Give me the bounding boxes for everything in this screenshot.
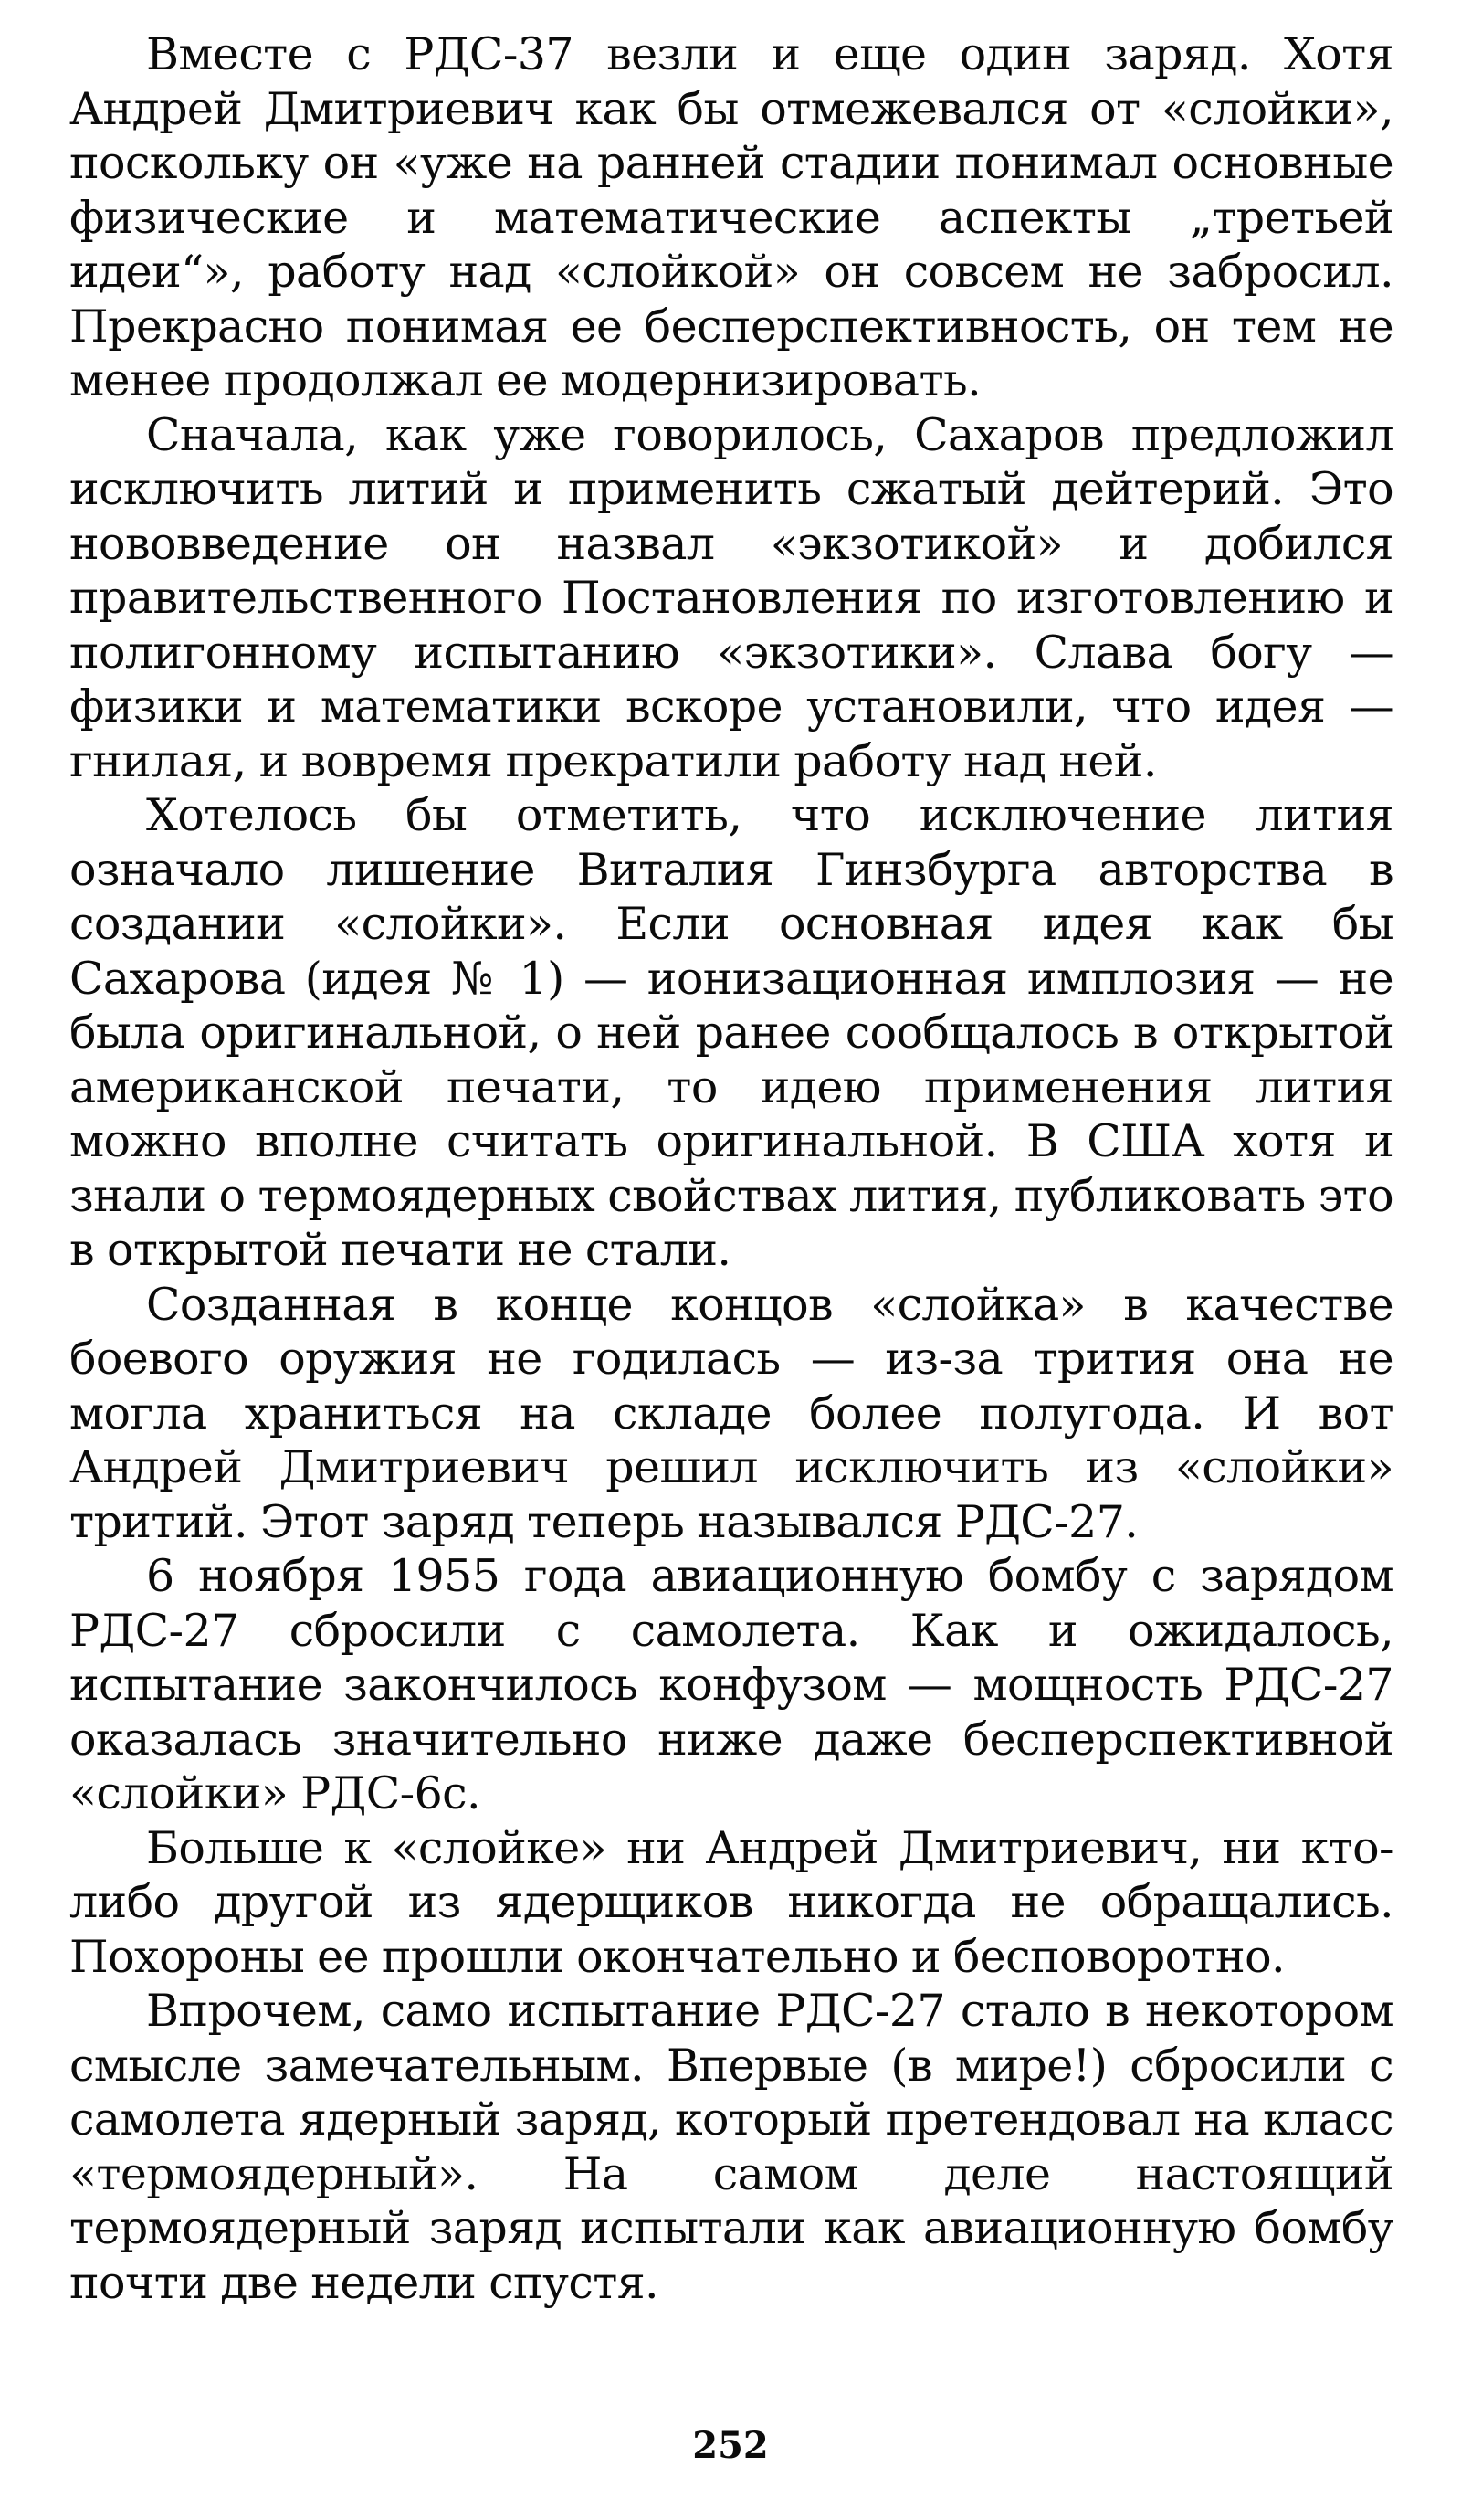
paragraph-7: Впрочем, само испытание РДС-27 стало в некотором смысле замечательным. Впервые (в мире!) сбросили с самолета ядерный заряд, который претендовал на класс «термоядерный». На самом деле настоящий термоядерный заряд испытали как авиационную бомбу почти две недели спустя. <box>69 1985 1393 2309</box>
paragraph-5: 6 ноября 1955 года авиационную бомбу с зарядом РДС-27 сбросили с самолета. Как и ожидалось, испытание закончилось конфузом — мощность РДС-27 оказалась значительно ниже даже бесперспективной «слойки» РДС-6с. <box>69 1550 1393 1819</box>
paragraph-3: Хотелось бы отметить, что исключение лития означало лишение Виталия Гинзбурга авторства в создании «слойки». Если основная идея как бы Сахарова (идея № 1) — ионизационная имплозия — не была оригинальной, о ней ранее сообщалось в открытой американской печати, то идею применения лития можно вполне считать оригинальной. В США хотя и знали о термоядерных свойствах лития, публиковать это в открытой печати не стали. <box>69 789 1393 1276</box>
body-text <box>69 27 1393 2310</box>
page-number: 252 <box>692 2424 769 2467</box>
paragraph-1: Вместе с РДС-37 везли и еще один заряд. Хотя Андрей Дмитриевич как бы отмежевался от «слойки», поскольку он «уже на ранней стадии понимал основные физические и математические аспекты „третьей идеи“», работу над «слойкой» он совсем не забросил. Прекрасно понимая ее бесперспективность, он тем не менее продолжал ее модернизировать. <box>69 28 1393 406</box>
paragraph-2: Сначала, как уже говорилось, Сахаров предложил исключить литий и применить сжатый дейтерий. Это нововведение он назвал «экзотикой» и добился правительственного Постановления по изготовлению и полигонному испытанию «экзотики». Слава богу — физики и математики вскоре установили, что идея — гнилая, и вовремя прекратили работу над ней. <box>69 408 1393 787</box>
paragraph-4: Созданная в конце концов «слойка» в качестве боевого оружия не годилась — из-за трития она не могла храниться на складе более полугода. И вот Андрей Дмитриевич решил исключить из «слойки» тритий. Этот заряд теперь назывался РДС-27. <box>69 1278 1393 1548</box>
paragraph-6: Больше к «слойке» ни Андрей Дмитриевич, ни кто-либо другой из ядерщиков никогда не обращались. Похороны ее прошли окончательно и бесповоротно. <box>69 1821 1393 1983</box>
